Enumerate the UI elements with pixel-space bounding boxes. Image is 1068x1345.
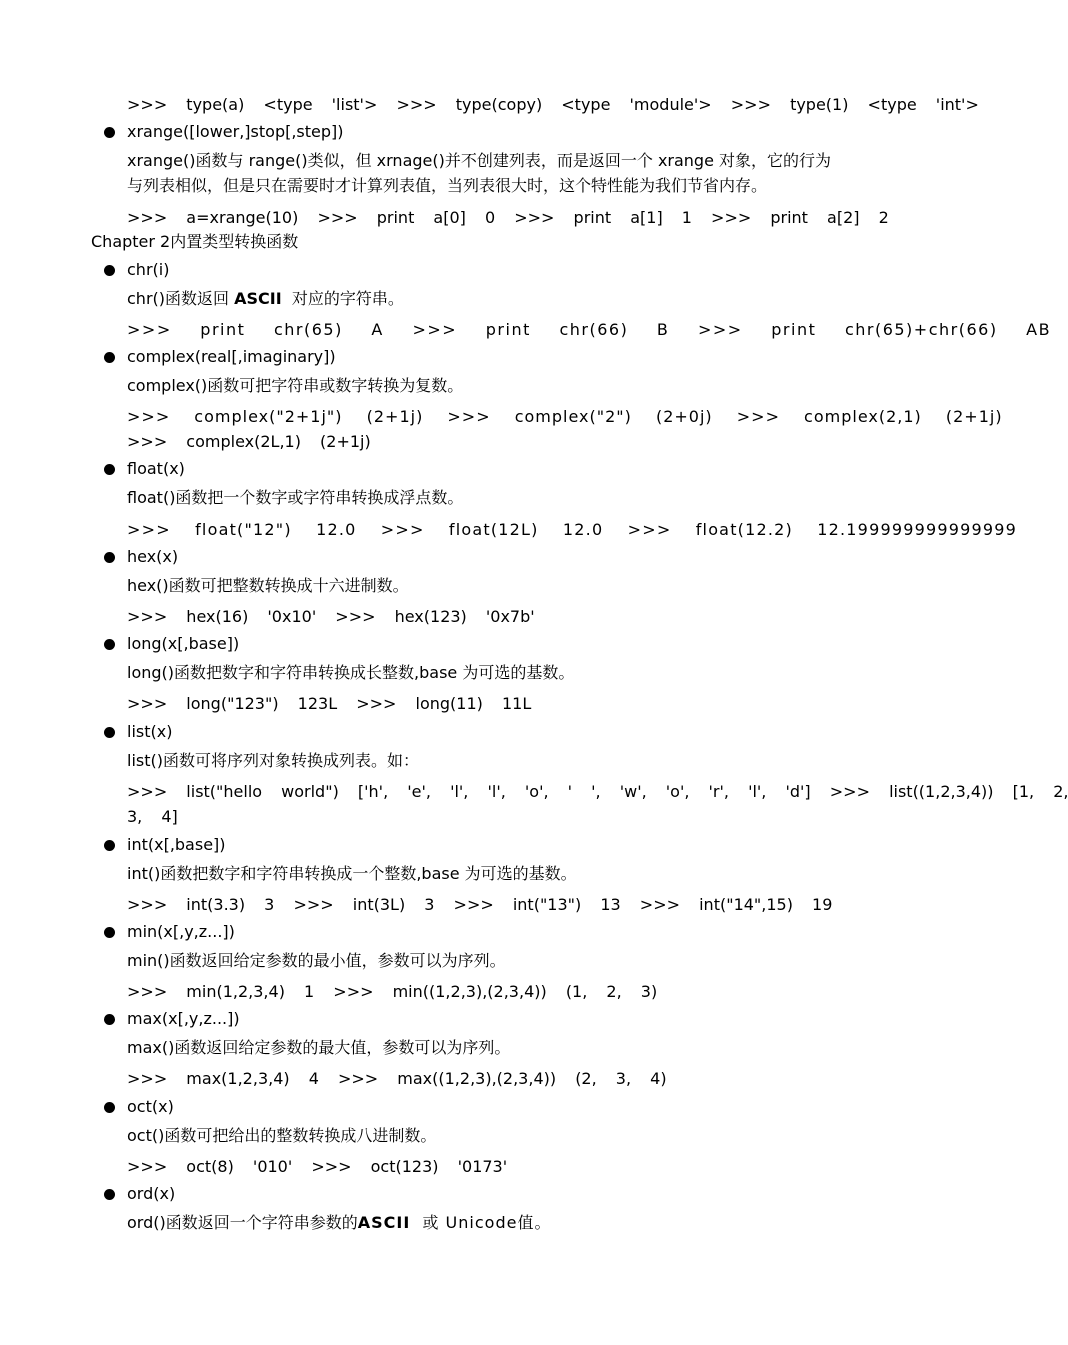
code-line: >>> a=xrange(10) >>> print a[0] 0 >>> print a[1] 1 >>> print a[2] 2 xyxy=(127,208,889,227)
code-line: >>> long("123") 123L >>> long(11) 11L xyxy=(127,694,532,713)
code-line: >>> int(3.3) 3 >>> int(3L) 3 >>> int("13") 13 >>> int("14",15) 19 xyxy=(127,895,833,914)
function-description: max()函数返回给定参数的最大值，参数可以为序列。 xyxy=(127,1038,511,1057)
function-description: 与列表相似，但是只在需要时才计算列表值，当列表很大时，这个特性能为我们节省内存。 xyxy=(127,176,768,195)
function-heading: ord(x) xyxy=(127,1184,176,1203)
bullet-icon xyxy=(104,927,115,938)
function-description: list()函数可将序列对象转换成列表。如： xyxy=(127,751,419,770)
code-line: 3, 4] xyxy=(127,807,178,826)
code-line: >>> oct(8) '010' >>> oct(123) '0173' xyxy=(127,1157,508,1176)
function-heading: chr(i) xyxy=(127,260,170,279)
code-line: >>> hex(16) '0x10' >>> hex(123) '0x7b' xyxy=(127,607,535,626)
function-description: xrange()函数与 range()类似，但 xrnage()并不创建列表，而是返回一个 xrange 对象，它的行为 xyxy=(127,151,832,170)
ascii-bold: ASCII xyxy=(234,289,282,308)
function-heading: list(x) xyxy=(127,722,173,741)
function-heading: complex(real[,imaginary]) xyxy=(127,347,336,366)
function-description: ord()函数返回一个字符串参数的ASCII 或 Unicode值。 xyxy=(127,1213,552,1232)
bullet-icon xyxy=(104,1102,115,1113)
function-description: long()函数把数字和字符串转换成长整数,base 为可选的基数。 xyxy=(127,663,575,682)
bullet-icon xyxy=(104,639,115,650)
function-description: oct()函数可把给出的整数转换成八进制数。 xyxy=(127,1126,437,1145)
bullet-icon xyxy=(104,265,115,276)
bullet-icon xyxy=(104,552,115,563)
bullet-icon xyxy=(104,464,115,475)
code-line: >>> max(1,2,3,4) 4 >>> max((1,2,3),(2,3,4)) (2, 3, 4) xyxy=(127,1069,667,1088)
function-heading: min(x[,y,z...]) xyxy=(127,922,235,941)
chapter-heading: Chapter 2内置类型转换函数 xyxy=(91,232,299,251)
bullet-icon xyxy=(104,1014,115,1025)
function-description: int()函数把数字和字符串转换成一个整数,base 为可选的基数。 xyxy=(127,864,577,883)
code-line: >>> type(a) <type 'list'> >>> type(copy) <type 'module'> >>> type(1) <type 'int'> xyxy=(127,95,979,114)
ascii-bold: ASCII xyxy=(357,1213,411,1232)
code-line: >>> list("hello world") ['h', 'e', 'l', 'l', 'o', ' ', 'w', 'o', 'r', 'l', 'd'] >>> list((1,2,3,4)) [1, 2, xyxy=(127,782,1068,801)
bullet-icon xyxy=(104,352,115,363)
function-heading: float(x) xyxy=(127,459,185,478)
function-heading: hex(x) xyxy=(127,547,179,566)
bullet-icon xyxy=(104,1189,115,1200)
function-description: float()函数把一个数字或字符串转换成浮点数。 xyxy=(127,488,464,507)
bullet-icon xyxy=(104,727,115,738)
function-description: min()函数返回给定参数的最小值，参数可以为序列。 xyxy=(127,951,506,970)
code-line: >>> complex(2L,1) (2+1j) xyxy=(127,432,371,451)
bullet-icon xyxy=(104,840,115,851)
code-line: >>> float("12") 12.0 >>> float(12L) 12.0 >>> float(12.2) 12.199999999999999 xyxy=(127,520,1017,539)
function-heading: int(x[,base]) xyxy=(127,835,226,854)
code-line: >>> min(1,2,3,4) 1 >>> min((1,2,3),(2,3,4)) (1, 2, 3) xyxy=(127,982,658,1001)
function-description: hex()函数可把整数转换成十六进制数。 xyxy=(127,576,409,595)
code-line: >>> complex("2+1j") (2+1j) >>> complex("2") (2+0j) >>> complex(2,1) (2+1j) xyxy=(127,407,1003,426)
bullet-icon xyxy=(104,127,115,138)
function-heading: max(x[,y,z...]) xyxy=(127,1009,240,1028)
function-heading: long(x[,base]) xyxy=(127,634,240,653)
function-heading: oct(x) xyxy=(127,1097,174,1116)
function-heading: xrange([lower,]stop[,step]) xyxy=(127,122,344,141)
function-description: complex()函数可把字符串或数字转换为复数。 xyxy=(127,376,464,395)
code-line: >>> print chr(65) A >>> print chr(66) B >>> print chr(65)+chr(66) AB xyxy=(127,320,1052,339)
function-description: chr()函数返回 ASCII 对应的字符串。 xyxy=(127,289,404,308)
